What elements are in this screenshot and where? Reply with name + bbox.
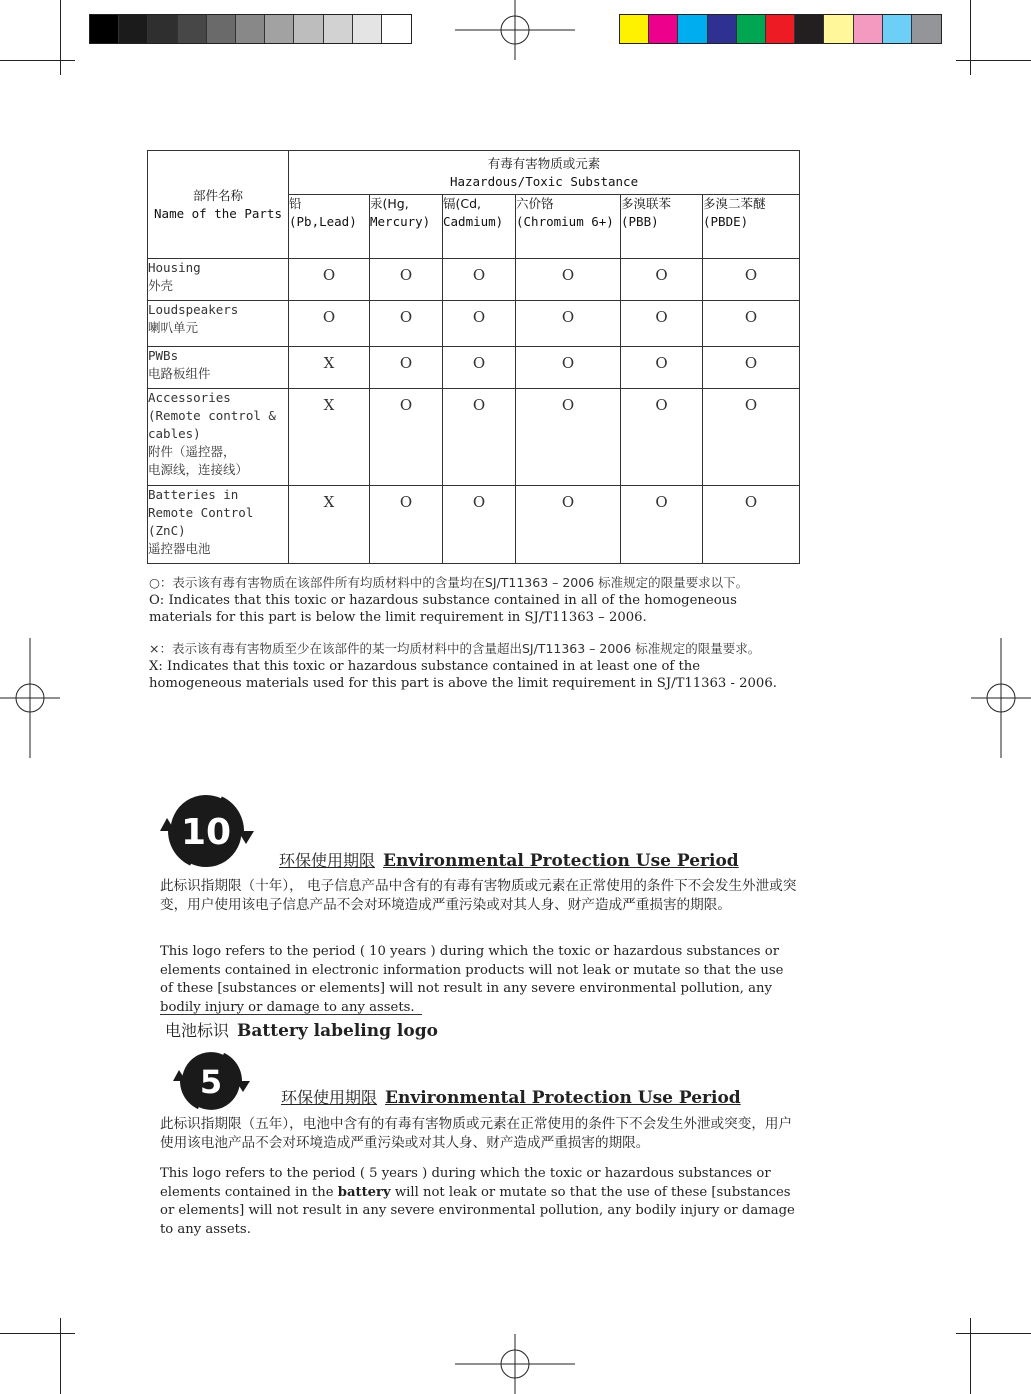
substance-mark-cell: O — [516, 259, 621, 301]
substance-column-header — [703, 195, 800, 259]
part-name-cell — [148, 259, 289, 301]
battery-section-rule — [160, 1014, 422, 1015]
epup-5-body-cn: 此标识指期限（五年），电池中含有的有毒有害物质或元素在正常使用的条件下不会发生外泄或突变，用户使用该电池产品不会对环境造成严重污染或对其人身、财产造成严重损害的期限。 — [160, 1116, 793, 1151]
column-header-en: (PBDE) — [703, 214, 749, 229]
color-swatch — [294, 15, 323, 43]
part-name-line: 遥控器电池 — [148, 541, 211, 556]
substance-mark-cell: O — [621, 486, 703, 564]
battery-label-title — [165, 1018, 438, 1041]
epup-10-logo-number: 10 — [180, 812, 232, 853]
part-name-line: cables) — [148, 426, 201, 441]
epup-10-title-en: Environmental Protection Use Period — [383, 851, 739, 871]
table-row — [148, 347, 800, 389]
substance-mark-cell: O — [703, 486, 800, 564]
substance-mark-cell: O — [370, 486, 443, 564]
column-header-cn: 多溴联苯 — [621, 196, 672, 211]
color-swatch — [178, 15, 207, 43]
column-header-en: (Pb,Lead) — [289, 214, 357, 229]
substance-mark-cell: O — [621, 259, 703, 301]
epup-5-title-cn: 环保使用期限 — [281, 1088, 378, 1107]
substance-mark-cell: O — [370, 301, 443, 347]
epup-5-body-en-bold: battery — [337, 1184, 391, 1200]
table-row — [148, 389, 800, 486]
substance-mark-cell: O — [370, 259, 443, 301]
color-swatch — [737, 15, 766, 43]
column-header-en: (PBB) — [621, 214, 659, 229]
substance-mark-cell: O — [703, 301, 800, 347]
x-note-en-line2: homogeneous materials used for this part is above the limit requirement in SJ/T11363 - 2006. — [149, 676, 777, 691]
parts-header-cn: 部件名称 — [192, 187, 243, 203]
substance-mark-cell: O — [621, 301, 703, 347]
substance-column-header — [443, 195, 516, 259]
color-swatch — [678, 15, 707, 43]
color-swatch — [883, 15, 912, 43]
color-swatch — [912, 15, 941, 43]
column-header-cn: 镉(Cd, — [443, 196, 482, 211]
color-swatch — [795, 15, 824, 43]
table-row — [148, 486, 800, 564]
color-swatch — [824, 15, 853, 43]
grayscale-color-bar — [89, 14, 412, 44]
substance-mark-cell: O — [443, 301, 516, 347]
color-swatch — [119, 15, 148, 43]
x-indicator-note — [149, 640, 809, 693]
o-note-en-line2: materials for this part is below the limit requirement in SJ/T11363 – 2006. — [149, 610, 647, 625]
epup-5-title-en: Environmental Protection Use Period — [385, 1088, 741, 1108]
epup-10-title — [279, 848, 739, 871]
substance-mark-cell: O — [370, 389, 443, 486]
color-swatch — [324, 15, 353, 43]
table-row — [148, 259, 800, 301]
o-note-en-line1: O: Indicates that this toxic or hazardous substance contained in all of the homogeneous — [149, 592, 737, 608]
battery-label-title-cn: 电池标识 — [165, 1021, 230, 1040]
battery-label-title-en: Battery labeling logo — [237, 1021, 438, 1041]
hazardous-substance-table — [147, 150, 800, 564]
epup-5-body-en — [160, 1165, 800, 1239]
substance-mark-cell: O — [443, 259, 516, 301]
part-name-line: 喇叭单元 — [148, 320, 199, 335]
substance-mark-cell: O — [370, 347, 443, 389]
part-name-line: 电源线，连接线） — [148, 462, 249, 477]
part-name-cell — [148, 347, 289, 389]
part-name-cell — [148, 486, 289, 564]
substance-mark-cell: O — [516, 389, 621, 486]
part-name-line: Remote Control — [148, 505, 254, 520]
color-swatch — [207, 15, 236, 43]
part-name-line: Loudspeakers — [148, 302, 239, 317]
registration-target-top — [455, 0, 575, 60]
epup-5-logo-number: 5 — [199, 1063, 223, 1101]
registration-target-right — [971, 638, 1031, 758]
column-header-en: Cadmium) — [443, 214, 504, 229]
part-name-line: PWBs — [148, 348, 179, 363]
substance-mark-cell: O — [621, 347, 703, 389]
part-name-line: (Remote control & — [148, 408, 276, 423]
epup-10-body-cn: 此标识指期限（十年）， 电子信息产品中含有的有毒有害物质或元素在正常使用的条件下不会发生外泄或突变，用户使用该电子信息产品不会对环境造成严重污染或对其人身、财产造成严重损害的期限。 — [160, 878, 797, 913]
color-swatch — [90, 15, 119, 43]
substance-column-header — [621, 195, 703, 259]
x-note-cn: ×：表示该有毒有害物质至少在该部件的某一均质材料中的含量超出SJ/T11363 – 2006 标准规定的限量要求。 — [149, 641, 761, 656]
substance-mark-cell: O — [443, 389, 516, 486]
color-swatch — [708, 15, 737, 43]
color-swatch — [620, 15, 649, 43]
o-indicator-note — [149, 574, 809, 627]
substance-mark-cell: O — [703, 389, 800, 486]
part-name-line: Batteries in — [148, 487, 239, 502]
part-name-cell — [148, 389, 289, 486]
part-name-line: 附件（遥控器， — [148, 444, 236, 459]
substance-mark-cell: O — [289, 301, 370, 347]
epup-5-body-en-pre: This logo refers to the period ( 5 years ) during which the toxic or hazardous substances or elements contained in the — [160, 1166, 771, 1200]
part-name-line: 电路板组件 — [148, 366, 211, 381]
table-row — [148, 301, 800, 347]
substance-mark-cell: O — [703, 347, 800, 389]
epup-5-body-en-post: will not leak or mutate so that the use of these [substances or elements] will not result in any severe environmental pollution, any bodily injury or damage to any assets. — [160, 1184, 795, 1237]
substance-column-header — [370, 195, 443, 259]
color-swatch — [148, 15, 177, 43]
substance-column-header — [516, 195, 621, 259]
epup-5-title — [281, 1085, 741, 1108]
epup-5-year-logo — [172, 1048, 252, 1116]
parts-header-en: Name of the Parts — [154, 205, 282, 221]
substance-mark-cell: X — [289, 347, 370, 389]
substance-mark-cell: O — [621, 389, 703, 486]
substance-header-en: Hazardous/Toxic Substance — [449, 173, 639, 189]
part-name-line: (ZnC) — [148, 523, 186, 538]
substance-mark-cell: O — [516, 486, 621, 564]
substance-header — [289, 151, 800, 195]
color-swatch — [649, 15, 678, 43]
substance-mark-cell: O — [443, 347, 516, 389]
epup-10-title-cn: 环保使用期限 — [279, 851, 376, 870]
substance-mark-cell: O — [703, 259, 800, 301]
registration-target-bottom — [455, 1334, 575, 1394]
part-name-line: Housing — [148, 260, 201, 275]
column-header-cn: 铅 — [289, 196, 302, 211]
substance-mark-cell: X — [289, 486, 370, 564]
substance-header-cn: 有毒有害物质或元素 — [487, 155, 601, 171]
column-header-en: (Chromium 6+) — [516, 214, 614, 229]
part-name-line: Accessories — [148, 390, 231, 405]
substance-mark-cell: O — [516, 301, 621, 347]
column-header-cn: 汞(Hg, — [370, 196, 409, 211]
substance-mark-cell: O — [443, 486, 516, 564]
color-swatch — [353, 15, 382, 43]
color-swatch — [854, 15, 883, 43]
color-swatch — [382, 15, 411, 43]
part-name-cell — [148, 301, 289, 347]
color-swatch — [236, 15, 265, 43]
parts-header — [148, 151, 289, 259]
substance-mark-cell: O — [516, 347, 621, 389]
color-swatch — [265, 15, 294, 43]
epup-10-year-logo — [160, 791, 256, 873]
o-note-cn: ○：表示该有毒有害物质在该部件所有均质材料中的含量均在SJ/T11363 – 2006 标准规定的限量要求以下。 — [149, 575, 749, 590]
registration-target-left — [0, 638, 60, 758]
part-name-line: 外壳 — [148, 278, 174, 293]
epup-10-body-en: This logo refers to the period ( 10 years ) during which the toxic or hazardous substances or elements contained in electronic information products will not leak or mutate so that the use of these [substances or elements] will not result in any severe environmental pollution, any bodily injury or damage to any assets. — [160, 944, 784, 1015]
substance-mark-cell: O — [289, 259, 370, 301]
column-header-en: Mercury) — [370, 214, 431, 229]
color-swatch — [766, 15, 795, 43]
substance-column-header — [289, 195, 370, 259]
column-header-cn: 六价铬 — [516, 196, 554, 211]
x-note-en-line1: X: Indicates that this toxic or hazardous substance contained in at least one of the — [149, 658, 701, 674]
column-header-cn: 多溴二苯醚 — [703, 196, 766, 211]
substance-mark-cell: X — [289, 389, 370, 486]
process-color-bar — [619, 14, 942, 44]
